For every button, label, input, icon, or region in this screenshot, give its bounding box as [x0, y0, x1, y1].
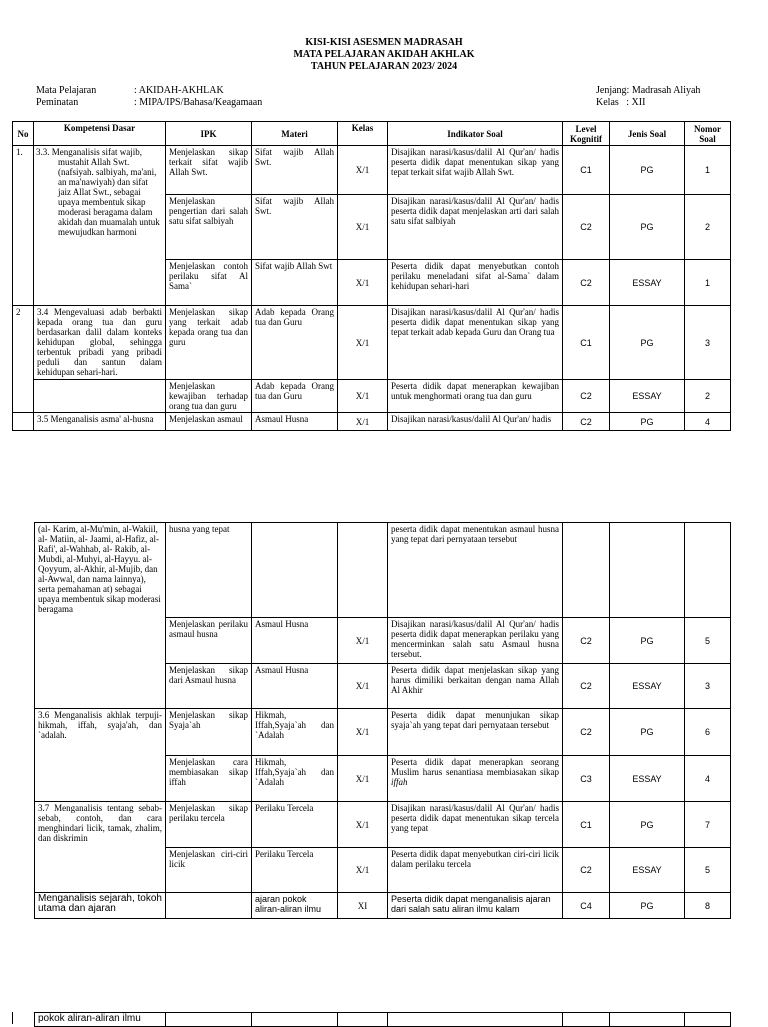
- nomor-cell: 1: [685, 260, 731, 306]
- nomor-cell: 4: [685, 756, 731, 802]
- kompetensi-dasar: 3.3. Menganalisis sifat wajib, mustahit Allah Swt. (nafsiyah. salbiyah, ma'ani, an ma'nawiyah) dan sifat jaiz Allat Swt., sebagai upaya membentuk sikap moderasi beragama dalam akidah dan muamalah untuk mewujudkan harmoni: [34, 146, 166, 306]
- kelas-cell: X/1: [338, 195, 388, 260]
- materi-cell: Adab kepada Orang tua dan Guru: [252, 380, 338, 413]
- nomor-cell: 2: [685, 195, 731, 260]
- level-cell: C2: [563, 195, 610, 260]
- nomor-cell: 5: [685, 618, 731, 664]
- indikator-cell: Disajikan narasi/kasus/dalil Al Qur'an/ hadis peserta didik dapat menentukan sikap yang tepat terkait sifat wajib Allah Swt.: [388, 146, 563, 195]
- materi-cell: Asmaul Husna: [252, 413, 338, 431]
- jenis-cell: PG: [610, 709, 685, 756]
- ipk-cell: Menjelaskan asmaul: [166, 413, 252, 431]
- indikator-cell: Peserta didik dapat menyebutkan ciri-ciri licik dalam perilaku tercela: [388, 848, 563, 893]
- nomor-cell: 6: [685, 709, 731, 756]
- jenis-cell: PG: [610, 195, 685, 260]
- indikator-cell: Peserta didik dapat menyebutkan contoh perilaku meneladani sifat al-Sama` dalam kehidupan sehari-hari: [388, 260, 563, 306]
- indikator-cell: Peserta didik dapat menerapkan kewajiban untuk menghormati orang tua dan guru: [388, 380, 563, 413]
- materi-cell-empty: [252, 1013, 338, 1027]
- table-row: [35, 709, 731, 756]
- level-cell: C1: [563, 802, 610, 848]
- level-cell: C3: [563, 756, 610, 802]
- materi-cell-empty: [252, 523, 338, 618]
- kelas-cell: X/1: [338, 306, 388, 380]
- kelas-cell: X/1: [338, 380, 388, 413]
- jenis-cell: PG: [610, 618, 685, 664]
- col-header-materi: Materi: [252, 122, 338, 146]
- indikator-cell: Disajikan narasi/kasus/dalil Al Qur'an/ hadis: [388, 413, 563, 431]
- indikator-text: Peserta didik dapat menerapkan seorang Muslim harus senantiasa membiasakan sikap: [391, 757, 559, 777]
- ipk-cell: Menjelaskan perilaku asmaul husna: [166, 618, 252, 664]
- col-header-kd: Kompetensi Dasar: [34, 122, 166, 146]
- subject-value: : AKIDAH-AKHLAK: [134, 85, 224, 96]
- indikator-cell: Peserta didik dapat menjelaskan sikap yang harus dimiliki berkaitan dengan nama Allah Al Akhir: [388, 664, 563, 709]
- nomor-cell: 5: [685, 848, 731, 893]
- indikator-cell: Disajikan narasi/kasus/dalil Al Qur'an/ hadis peserta didik dapat menjelaskan arti dari salah satu sifat salbiyah: [388, 195, 563, 260]
- level-cell: C2: [563, 260, 610, 306]
- level-label: Jenjang: Madrasah Aliyah: [596, 85, 701, 96]
- jenis-cell: PG: [610, 306, 685, 380]
- indikator-cell: Disajikan narasi/kasus/dalil Al Qur'an/ hadis peserta didik dapat menentukan sikap tercela yang tepat: [388, 802, 563, 848]
- level-cell: C2: [563, 709, 610, 756]
- jenis-cell: PG: [610, 146, 685, 195]
- nomor-cell: 2: [685, 380, 731, 413]
- col-header-nomor: Nomor Soal: [685, 122, 731, 146]
- ipk-cell: Menjelaskan ciri-ciri licik: [166, 848, 252, 893]
- table-row: [13, 146, 731, 195]
- indikator-emphasis: iffah: [391, 777, 408, 787]
- indikator-cell: Disajikan narasi/kasus/dalil Al Qur'an/ hadis peserta didik dapat menentukan sikap yang tepat terkait adab kepada Guru dan Orang tua: [388, 306, 563, 380]
- jenis-cell: PG: [610, 802, 685, 848]
- class-label: Kelas : XII: [596, 97, 646, 108]
- ipk-cell-empty: [166, 1013, 252, 1027]
- jenis-cell-empty: [610, 523, 685, 618]
- indikator-cell: Peserta didik dapat menganalisis ajaran dari salah satu aliran ilmu kalam: [388, 893, 563, 919]
- table-row: [13, 380, 731, 413]
- level-cell: C1: [563, 306, 610, 380]
- table-row: [13, 306, 731, 380]
- jenis-cell: PG: [610, 893, 685, 919]
- jenis-cell: ESSAY: [610, 380, 685, 413]
- row-number-empty: [13, 413, 34, 431]
- ipk-cell: Menjelaskan cara membiasakan sikap iffah: [166, 756, 252, 802]
- row-number: 1.: [13, 146, 34, 306]
- kompetensi-dasar: 3.4 Mengevaluasi adab berbakti kepada orang tua dan guru berdasarkan dalil dalam konteks kehidupan global, sehingga terbentuk pribadi yang pribadi peduli dan santun dalam kehidupan sehari-hari.: [34, 306, 166, 380]
- kelas-cell: X/1: [338, 802, 388, 848]
- col-header-indikator: Indikator Soal: [388, 122, 563, 146]
- materi-cell: Sifat wajib Allah Swt.: [252, 146, 338, 195]
- doc-title-line1: KISI-KISI ASESMEN MADRASAH: [305, 37, 463, 48]
- kompetensi-dasar: 3.7 Menganalisis tentang sebab-sebab, contoh, dan cara menghindari licik, tamak, zhalim, dan diskrimin: [35, 802, 166, 893]
- nomor-cell-empty: [685, 1013, 731, 1027]
- materi-cell: Perilaku Tercela: [252, 848, 338, 893]
- kelas-cell: X/1: [338, 756, 388, 802]
- materi-cell: Hikmah, Iffah,Syaja`ah dan `Adalah: [252, 709, 338, 756]
- ipk-cell: husna yang tepat: [166, 523, 252, 618]
- materi-cell: Hikmah, Iffah,Syaja`ah dan `Adalah: [252, 756, 338, 802]
- grid-table-page3: [34, 1012, 731, 1027]
- nomor-cell-empty: [685, 523, 731, 618]
- level-cell: C1: [563, 146, 610, 195]
- col-header-level: Level Kognitif: [563, 122, 610, 146]
- jenis-cell: ESSAY: [610, 848, 685, 893]
- table-row: [35, 1013, 731, 1027]
- level-cell: C2: [563, 618, 610, 664]
- level-cell: C2: [563, 848, 610, 893]
- level-cell: C2: [563, 380, 610, 413]
- jenis-cell-empty: [610, 1013, 685, 1027]
- ipk-cell: Menjelaskan contoh perilaku sifat Al Sama`: [166, 260, 252, 306]
- ipk-cell-empty: [166, 893, 252, 919]
- ipk-cell: Menjelaskan sikap terkait sifat wajib Allah Swt.: [166, 146, 252, 195]
- indikator-cell: Peserta didik dapat menunjukan sikap syaja`ah yang tepat dari pernyataan tersebut: [388, 709, 563, 756]
- kompetensi-dasar: (al- Karim, al-Mu'min, al-Wakiil, al- Matiin, al- Jaami, al-Hafiz, al-Rafi', al-Wahhab, al- Rakib, al-Mubdi, al-Muhyi, al-Hayyu. al-Qoyyum, al-Akhir, al-Mujib, dan al-Awwal, dan nama lainnya), serta pemahaman at) sebagai upaya membentuk sikap moderasi beragama: [35, 523, 166, 709]
- kelas-cell: X/1: [338, 146, 388, 195]
- materi-cell: Asmaul Husna: [252, 618, 338, 664]
- indikator-cell: peserta didik dapat menentukan asmaul husna yang tepat dari pernyataan tersebut: [388, 523, 563, 618]
- kompetensi-dasar: pokok aliran-aliran ilmu: [35, 1013, 166, 1027]
- indikator-cell: Disajikan narasi/kasus/dalil Al Qur'an/ hadis peserta didik dapat menerapkan perilaku yang mencerminkan salah satu Asmaul husna tersebut.: [388, 618, 563, 664]
- kompetensi-dasar: 3.6 Menganalisis akhlak terpuji-hikmah, iffah, syaja'ah, dan `adalah.: [35, 709, 166, 802]
- page3-left-rule: [12, 1012, 13, 1024]
- subject-label: Mata Pelajaran: [36, 85, 97, 96]
- nomor-cell: 7: [685, 802, 731, 848]
- level-cell-empty: [563, 523, 610, 618]
- grid-table-page2: [34, 522, 731, 919]
- table-header-row: [13, 122, 731, 146]
- ipk-cell: Menjelaskan sikap perilaku tercela: [166, 802, 252, 848]
- kelas-cell: X/1: [338, 413, 388, 431]
- ipk-cell: Menjelaskan sikap Syaja`ah: [166, 709, 252, 756]
- kompetensi-dasar: Menganalisis sejarah, tokoh utama dan ajaran: [35, 893, 166, 919]
- kelas-cell-empty: [338, 523, 388, 618]
- col-header-jenis: Jenis Soal: [610, 122, 685, 146]
- jenis-cell: ESSAY: [610, 756, 685, 802]
- materi-cell: Sifat wajib Allah Swt.: [252, 195, 338, 260]
- kelas-cell: XI: [338, 893, 388, 919]
- nomor-cell: 4: [685, 413, 731, 431]
- col-header-kelas: Kelas: [338, 122, 388, 146]
- doc-title-line2: MATA PELAJARAN AKIDAH AKHLAK: [293, 49, 475, 60]
- table-row: [13, 413, 731, 431]
- nomor-cell: 8: [685, 893, 731, 919]
- kelas-cell: X/1: [338, 709, 388, 756]
- level-cell: C4: [563, 893, 610, 919]
- kelas-cell: X/1: [338, 618, 388, 664]
- ipk-cell: Menjelaskan kewajiban terhadap orang tua dan guru: [166, 380, 252, 413]
- level-cell-empty: [563, 1013, 610, 1027]
- level-cell: C2: [563, 664, 610, 709]
- col-header-no: No: [13, 122, 34, 146]
- materi-cell: Perilaku Tercela: [252, 802, 338, 848]
- major-label: Peminatan: [36, 97, 79, 108]
- jenis-cell: ESSAY: [610, 260, 685, 306]
- ipk-cell: Menjelaskan sikap yang terkait adab kepada orang tua dan guru: [166, 306, 252, 380]
- col-header-ipk: IPK: [166, 122, 252, 146]
- kelas-cell: X/1: [338, 664, 388, 709]
- kompetensi-dasar-empty: [34, 380, 166, 413]
- jenis-cell: PG: [610, 413, 685, 431]
- nomor-cell: 3: [685, 664, 731, 709]
- materi-cell: Asmaul Husna: [252, 664, 338, 709]
- level-cell: C2: [563, 413, 610, 431]
- kelas-cell-empty: [338, 1013, 388, 1027]
- kelas-cell: X/1: [338, 848, 388, 893]
- ipk-cell: Menjelaskan pengertian dari salah satu sifat salbiyah: [166, 195, 252, 260]
- indikator-cell: [388, 756, 563, 802]
- major-value: : MIPA/IPS/Bahasa/Keagamaan: [134, 97, 263, 108]
- indikator-cell-empty: [388, 1013, 563, 1027]
- doc-title-line3: TAHUN PELAJARAN 2023/ 2024: [310, 61, 458, 72]
- nomor-cell: 1: [685, 146, 731, 195]
- kelas-cell: X/1: [338, 260, 388, 306]
- ipk-cell: Menjelaskan sikap dari Asmaul husna: [166, 664, 252, 709]
- jenis-cell: ESSAY: [610, 664, 685, 709]
- materi-cell: Sifat wajib Allah Swt: [252, 260, 338, 306]
- materi-cell: ajaran pokok aliran-aliran ilmu: [252, 893, 338, 919]
- table-row: [35, 893, 731, 919]
- table-row: [35, 523, 731, 618]
- nomor-cell: 3: [685, 306, 731, 380]
- kompetensi-dasar: 3.5 Menganalisis asma' al-husna: [34, 413, 166, 431]
- row-number: 2: [13, 306, 34, 413]
- table-row: [35, 802, 731, 848]
- grid-table-page1: [12, 121, 731, 431]
- materi-cell: Adab kepada Orang tua dan Guru: [252, 306, 338, 380]
